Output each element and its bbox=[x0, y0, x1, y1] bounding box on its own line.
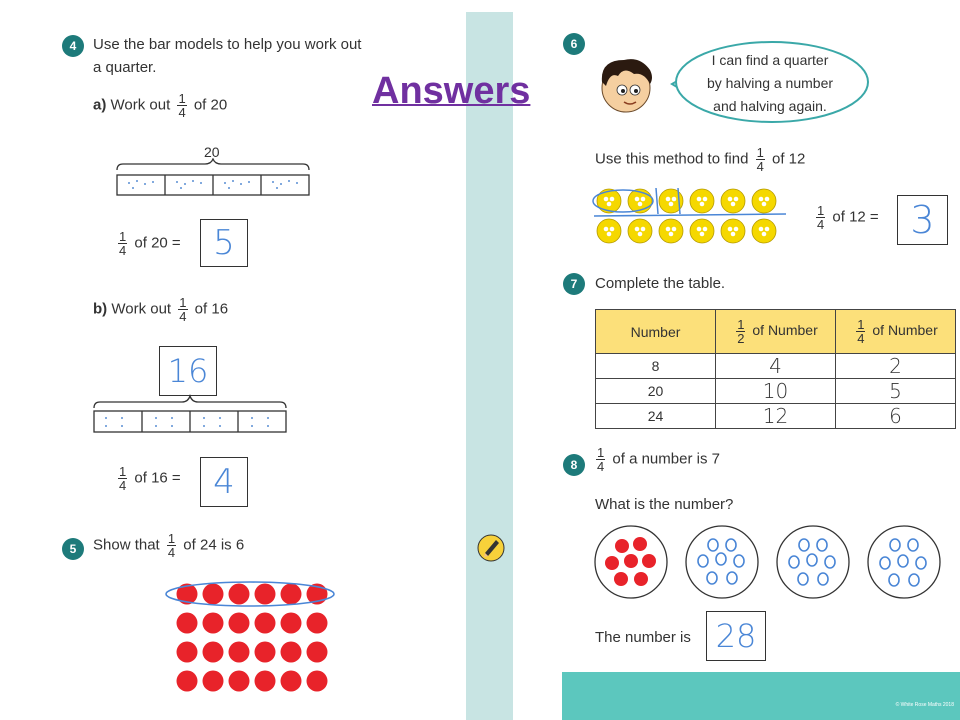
q4b-answer-box[interactable] bbox=[200, 457, 248, 507]
speech-bubble bbox=[668, 40, 872, 126]
q5-text-before: Show that bbox=[93, 536, 160, 554]
header-half-text: of Number bbox=[752, 322, 818, 339]
q6-fraction bbox=[756, 146, 765, 173]
q4a-result-fraction bbox=[118, 230, 127, 257]
red-counter bbox=[255, 671, 276, 692]
q8-prompt bbox=[593, 446, 720, 473]
q6-prompt bbox=[595, 146, 805, 173]
q6-answer-box[interactable] bbox=[897, 195, 948, 245]
row-quarter[interactable]: 2 bbox=[836, 354, 956, 379]
header-quarter-text: of Number bbox=[872, 322, 938, 339]
yellow-counter bbox=[721, 189, 745, 213]
q5-prompt bbox=[93, 532, 244, 559]
q6-result-text: of 12 = bbox=[832, 208, 879, 226]
q4a-answer-box[interactable] bbox=[200, 219, 248, 267]
q4a-result bbox=[115, 230, 181, 257]
row-half[interactable]: 4 bbox=[716, 354, 836, 379]
red-counter bbox=[307, 642, 328, 663]
q4b-total-box[interactable] bbox=[159, 346, 217, 396]
row-half[interactable]: 10 bbox=[716, 379, 836, 404]
yellow-counter bbox=[752, 189, 776, 213]
q8-group-drawn bbox=[686, 526, 758, 598]
q4b-result-fraction bbox=[118, 465, 127, 492]
yellow-counter bbox=[597, 219, 621, 243]
q6-result-fraction bbox=[816, 204, 825, 231]
header-number: Number bbox=[596, 310, 716, 354]
q4a-bar-total: 20 bbox=[204, 144, 220, 160]
frac-den: 4 bbox=[178, 105, 186, 120]
q5-text-after: of 24 is 6 bbox=[183, 536, 245, 554]
q8-group-filled bbox=[595, 526, 667, 598]
question-4-number: 4 bbox=[62, 35, 84, 57]
red-counter bbox=[229, 642, 250, 663]
question-7-number: 7 bbox=[563, 273, 585, 295]
frac-num: 1 bbox=[119, 464, 127, 479]
red-counter bbox=[255, 613, 276, 634]
footer-band bbox=[562, 672, 960, 720]
table-row bbox=[596, 354, 956, 379]
speech-line2: by halving a number bbox=[706, 75, 834, 91]
red-counter bbox=[177, 642, 198, 663]
yellow-counter bbox=[721, 219, 745, 243]
q4b-fraction bbox=[178, 296, 187, 323]
q8-question: What is the number? bbox=[595, 496, 734, 513]
q5-fraction bbox=[167, 532, 176, 559]
table-row bbox=[596, 379, 956, 404]
frac-den: 4 bbox=[167, 545, 176, 560]
frac-den: 4 bbox=[817, 217, 825, 232]
q8-answer: 28 bbox=[715, 617, 757, 655]
q4a-text-before: Work out bbox=[110, 96, 171, 114]
q4b-label: b) bbox=[93, 300, 108, 318]
q4b-bar-total: 16 bbox=[167, 352, 209, 390]
row-number: 8 bbox=[596, 354, 716, 379]
frac-num: 1 bbox=[167, 531, 176, 546]
frac-den: 4 bbox=[119, 478, 127, 493]
frac-num: 1 bbox=[857, 317, 865, 332]
frac-den: 4 bbox=[756, 159, 764, 174]
row-number: 24 bbox=[596, 404, 716, 429]
red-counter bbox=[307, 613, 328, 634]
q7-table bbox=[595, 309, 956, 429]
yellow-counter bbox=[628, 219, 652, 243]
frac-num: 1 bbox=[737, 317, 745, 332]
red-counter bbox=[307, 671, 328, 692]
red-counter bbox=[255, 642, 276, 663]
q4b-bar-model bbox=[92, 394, 288, 436]
q4b-prompt bbox=[93, 296, 228, 323]
row-number: 20 bbox=[596, 379, 716, 404]
q8-fraction bbox=[596, 446, 605, 473]
q4a-text-after: of 20 bbox=[193, 96, 228, 114]
q4a-prompt bbox=[93, 92, 227, 119]
book-spine bbox=[466, 12, 513, 720]
frac-num: 1 bbox=[179, 295, 187, 310]
q6-prompt-before: Use this method to find bbox=[595, 150, 749, 168]
red-counter bbox=[203, 642, 224, 663]
copyright-text: © White Rose Maths 2018 bbox=[895, 702, 954, 708]
q6-prompt-after: of 12 bbox=[772, 150, 806, 168]
header-half bbox=[716, 310, 836, 354]
red-counter bbox=[281, 671, 302, 692]
frac-den: 4 bbox=[597, 459, 605, 474]
header-half-fraction bbox=[736, 318, 745, 345]
question-6-number: 6 bbox=[563, 33, 585, 55]
red-counter bbox=[203, 613, 224, 634]
frac-den: 4 bbox=[857, 331, 865, 346]
q6-answer: 3 bbox=[910, 198, 935, 242]
red-counter bbox=[281, 613, 302, 634]
yellow-counter bbox=[690, 189, 714, 213]
table-header-row bbox=[596, 310, 956, 354]
frac-num: 1 bbox=[756, 145, 764, 160]
q5-counter-grid bbox=[165, 580, 340, 695]
frac-num: 1 bbox=[178, 91, 186, 106]
q8-answer-box[interactable] bbox=[706, 611, 766, 661]
question-8-number: 8 bbox=[563, 454, 585, 476]
frac-den: 4 bbox=[179, 309, 187, 324]
frac-num: 1 bbox=[597, 445, 605, 460]
red-counter bbox=[281, 642, 302, 663]
q8-result-text: The number is bbox=[595, 629, 691, 646]
q4-prompt-line2: a quarter. bbox=[93, 59, 157, 76]
red-counter bbox=[281, 584, 302, 605]
red-counter bbox=[177, 671, 198, 692]
q4b-result bbox=[115, 465, 181, 492]
q4b-text-before: Work out bbox=[111, 300, 172, 318]
row-quarter[interactable]: 5 bbox=[836, 379, 956, 404]
q8-text-after: of a number is 7 bbox=[612, 450, 720, 468]
q7-prompt: Complete the table. bbox=[595, 275, 726, 292]
row-quarter[interactable]: 6 bbox=[836, 404, 956, 429]
pencil-icon[interactable] bbox=[476, 532, 506, 562]
red-counter bbox=[255, 584, 276, 605]
q4a-bar-model bbox=[115, 158, 311, 198]
red-counter bbox=[177, 613, 198, 634]
q8-group-drawn bbox=[777, 526, 849, 598]
q4b-text-after: of 16 bbox=[194, 300, 229, 318]
frac-den: 4 bbox=[119, 243, 127, 258]
page-title: Answers bbox=[372, 70, 531, 112]
q4a-result-text: of 20 = bbox=[134, 234, 181, 252]
yellow-counter bbox=[659, 219, 683, 243]
red-counter bbox=[203, 671, 224, 692]
q4b-result-text: of 16 = bbox=[134, 469, 181, 487]
q8-group-drawn bbox=[868, 526, 940, 598]
q4a-answer: 5 bbox=[213, 223, 235, 263]
question-5-number: 5 bbox=[62, 538, 84, 560]
q4-prompt-line1: Use the bar models to help you work out bbox=[93, 36, 362, 53]
table-row bbox=[596, 404, 956, 429]
yellow-counter bbox=[597, 189, 621, 213]
red-counter bbox=[203, 584, 224, 605]
row-half[interactable]: 12 bbox=[716, 404, 836, 429]
header-quarter bbox=[836, 310, 956, 354]
red-counter bbox=[229, 584, 250, 605]
speech-line3: and halving again. bbox=[713, 98, 827, 114]
frac-num: 1 bbox=[119, 229, 127, 244]
header-quarter-fraction bbox=[856, 318, 865, 345]
q6-result bbox=[813, 204, 879, 231]
q8-circle-groups bbox=[593, 523, 945, 603]
red-counter bbox=[229, 613, 250, 634]
red-counter bbox=[229, 671, 250, 692]
frac-den: 2 bbox=[737, 331, 745, 346]
q4a-fraction bbox=[177, 92, 186, 119]
yellow-counter bbox=[690, 219, 714, 243]
speech-line1: I can find a quarter bbox=[711, 52, 829, 68]
child-face-avatar bbox=[594, 52, 664, 117]
yellow-counter bbox=[752, 219, 776, 243]
q4a-label: a) bbox=[93, 96, 107, 114]
q4b-answer: 4 bbox=[213, 462, 235, 502]
q6-counter-grid bbox=[590, 180, 790, 248]
frac-num: 1 bbox=[817, 203, 825, 218]
